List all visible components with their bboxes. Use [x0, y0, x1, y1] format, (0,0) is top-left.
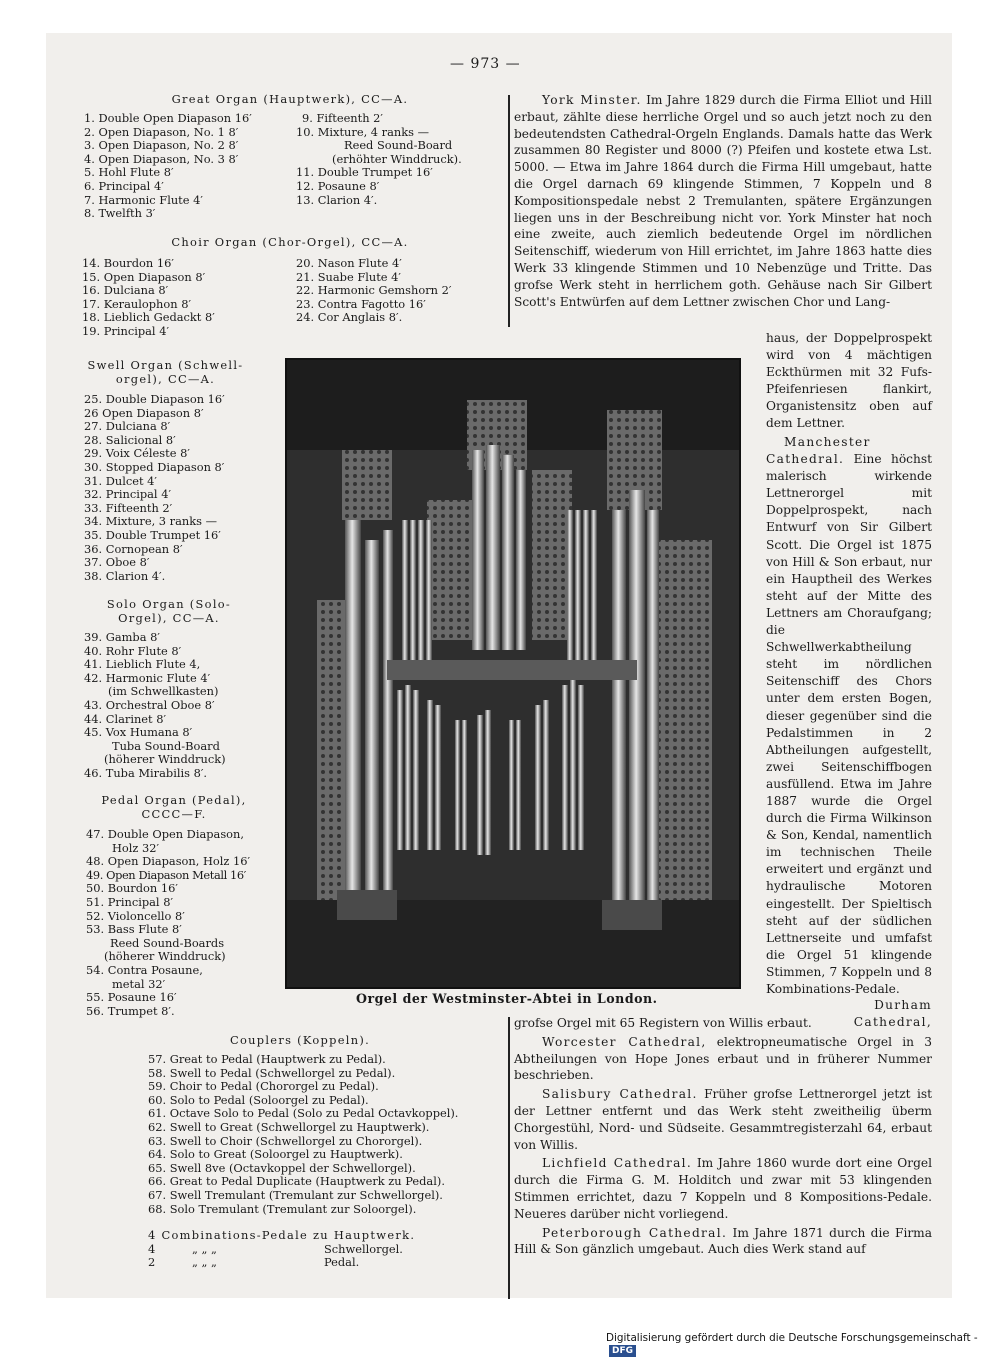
stop-note: Reed Sound-Boards: [110, 935, 225, 950]
stop-item: 10. Mixture, 4 ranks —: [296, 124, 430, 139]
footer-text: Digitalisierung gefördert durch die Deutsche Forschungsgemeinschaft -: [606, 1332, 978, 1344]
coupler-item: 65. Swell 8ve (Octavkoppel der Schwellorgel).: [148, 1160, 416, 1175]
organ-photo: [285, 358, 741, 989]
coupler-item: 67. Swell Tremulant (Tremulant zur Schwellorgel).: [148, 1187, 443, 1202]
choir-organ-col2: [296, 257, 451, 325]
ditto-marks: „ „ „: [192, 1241, 217, 1256]
stop-item: 26 Open Diapason 8′: [84, 405, 204, 420]
pedal-organ-list: [86, 828, 250, 1018]
coupler-item: 58. Swell to Pedal (Schwellorgel zu Pedal).: [148, 1065, 396, 1080]
combinations-block: [148, 1229, 415, 1270]
stop-item: 43. Orchestral Oboe 8′: [84, 697, 215, 712]
stop-item: 31. Dulcet 4′: [84, 473, 157, 488]
combo-target: Pedal.: [324, 1255, 360, 1270]
stop-item: 15. Open Diapason 8′: [82, 269, 206, 284]
stop-item: 22. Harmonic Gemshorn 2′: [296, 283, 452, 298]
column-rule-bottom: [508, 1017, 510, 1299]
coupler-item: 63. Swell to Choir (Schwellorgel zu Chororgel).: [148, 1133, 423, 1148]
stop-item: 44. Clarinet 8′: [84, 711, 167, 726]
stop-item: 1. Double Open Diapason 16′: [84, 111, 252, 125]
stop-item: 46. Tuba Mirabilis 8′.: [84, 765, 208, 780]
stop-item: 41. Lieblich Flute 4,: [84, 657, 201, 672]
stop-note: Reed Sound-Board: [344, 138, 453, 153]
stop-item: 2. Open Diapason, No. 1 8′: [84, 124, 239, 139]
organ-illustration-icon: [287, 360, 739, 987]
coupler-item: 64. Solo to Great (Soloorgel zu Hauptwerk).: [148, 1147, 403, 1162]
stop-item: 14. Bourdon 16′: [82, 256, 174, 270]
salisbury-text: Früher grofse Lettnerorgel jetzt ist der Lettner entfernt und das Werk steht zweitheilig überm Chorgestühl, Nord- und Südseite. Gesammtregisterzahl 64, erbaut von Willis.: [514, 1087, 933, 1152]
stop-item: 53. Bass Flute 8′: [86, 922, 182, 937]
stop-item: 38. Clarion 4′.: [84, 568, 166, 583]
stop-item: 35. Double Trumpet 16′: [84, 527, 221, 542]
lichfield-text: Im Jahre 1860 wurde dort eine Orgel durch die Firma G. M. Holditch und zwar mit 53 klingenden Stimmen errichtet, dazu 7 Koppeln und 8 Kompositions-Pedale. Neueres darüber nicht vorliegend.: [514, 1156, 932, 1221]
stop-item: 47. Double Open Diapason,: [86, 827, 244, 841]
york-continuation: [766, 330, 932, 433]
heading-line: Orgel), CC—A.: [118, 610, 220, 625]
stop-item: 27. Dulciana 8′: [84, 419, 171, 434]
stop-item: 13. Clarion 4′.: [296, 192, 378, 207]
stop-item: 4. Open Diapason, No. 3 8′: [84, 151, 239, 166]
stop-item: 5. Hohl Flute 8′: [84, 165, 174, 180]
stop-item: 55. Posaune 16′: [86, 990, 177, 1005]
figure-caption: Orgel der Westminster-Abtei in London.: [356, 991, 658, 1006]
salisbury-title: Salisbury Cathedral.: [542, 1087, 698, 1102]
coupler-item: 66. Great to Pedal Duplicate (Hauptwerk zu Pedal).: [148, 1174, 445, 1189]
heading-line: Solo Organ (Solo-: [106, 597, 232, 611]
coupler-item: 68. Solo Tremulant (Tremulant zur Soloorgel).: [148, 1201, 417, 1216]
coupler-item: 60. Solo to Pedal (Soloorgel zu Pedal).: [148, 1092, 369, 1107]
column-rule-top: [508, 95, 510, 327]
york-minster-section: [514, 92, 932, 310]
stop-item: 28. Salicional 8′: [84, 432, 176, 447]
stop-item: 16. Dulciana 8′: [82, 283, 169, 298]
stop-item: 3. Open Diapason, No. 2 8′: [84, 138, 239, 153]
combo-target: Schwellorgel.: [324, 1241, 403, 1256]
stop-item: 8. Twelfth 3′: [84, 206, 156, 221]
stop-note: (höherer Winddruck): [104, 949, 226, 964]
stop-item: 9. Fifteenth 2′: [302, 111, 384, 125]
worcester-title: Worcester Cathedral,: [542, 1034, 707, 1049]
stop-note: metal 32′: [112, 976, 166, 991]
stop-item: 12. Posaune 8′: [296, 178, 380, 193]
stop-item: 21. Suabe Flute 4′: [296, 269, 401, 284]
york-cont-text: haus, der Doppelprospekt wird von 4 mächtigen Eckthürmen mit 32 Fufs-Pfeifenriesen flankirt, Organistensitz oben auf dem Lettner.: [766, 331, 932, 431]
stop-item: 50. Bourdon 16′: [86, 881, 178, 896]
swell-organ-heading: [78, 359, 253, 386]
stop-note: Holz 32′: [112, 840, 160, 855]
stop-item: 40. Rohr Flute 8′: [84, 643, 182, 658]
peterborough-text: Im Jahre 1871 durch die Firma Hill & Son gänzlich umgebaut. Auch dies Werk stand auf: [514, 1225, 932, 1257]
stop-item: 20. Nason Flute 4′: [296, 256, 402, 270]
ditto-marks: „ „ „: [192, 1255, 217, 1270]
stop-note: (erhöhter Winddruck).: [332, 151, 462, 166]
swell-organ-list: [84, 393, 225, 583]
manchester-text: Eine höchst malerisch wirkende Lettnerorgel mit Doppelprospekt, nach Entwurf von Sir Gilbert Scott. Die Orgel ist 1875 von Hill & Son erbaut, nur ein Hauptheil des Werkes steht auf der Mitte des Lettners am Choraufgang; die Schwellwerkabtheilung steht im nördlichen Seitenschiff des Chors unter dem ersten Bogen, dieser gegenüber sind die Pedalstimmen in 2 Abtheilungen aufgestellt, zwei Seitenschiffbogen ausfüllend. Etwa im Jahre 1887 wurde die Orgel durch die Firma Wilkinson & Son, Kendal, namentlich im technischen Theile erweitert und ergänzt und hydraulische Motoren eingestellt. Der Spieltisch steht auf der südlichen Lettnerseite und umfafst die Orgel 51 klingende Stimmen, 7 Koppeln und 8 Kombinations-Pedale.: [766, 452, 932, 996]
stop-item: 49. Open Diapason Metall 16′: [86, 867, 246, 882]
durham-title-text: Durham Cathedral,: [853, 998, 932, 1029]
stop-item: 45. Vox Humana 8′: [84, 725, 193, 740]
combinations-line: [148, 1256, 415, 1270]
manchester-title: Manchester Cathedral.: [766, 435, 871, 467]
stop-item: 42. Harmonic Flute 4′: [84, 670, 211, 685]
stop-note: (im Schwellkasten): [108, 684, 219, 699]
coupler-item: 59. Choir to Pedal (Chororgel zu Pedal).: [148, 1079, 379, 1094]
stop-item: 56. Trumpet 8′.: [86, 1003, 175, 1018]
coupler-item: 62. Swell to Great (Schwellorgel zu Hauptwerk).: [148, 1119, 430, 1134]
stop-item: 19. Principal 4′: [82, 323, 170, 338]
choir-organ-heading: Choir Organ (Chor-Orgel), CC—A.: [171, 235, 409, 249]
stop-item: 54. Contra Posaune,: [86, 962, 203, 977]
dfg-logo-icon: DFG: [609, 1345, 636, 1357]
stop-item: 33. Fifteenth 2′: [84, 500, 173, 515]
lichfield-title: Lichfield Cathedral.: [542, 1156, 693, 1171]
great-organ-col1: [84, 112, 252, 221]
stop-item: 11. Double Trumpet 16′: [296, 165, 433, 180]
heading-line: Swell Organ (Schwell-: [87, 358, 244, 372]
dfg-footer: [606, 1332, 1000, 1357]
heading-line: CCCC—F.: [141, 806, 207, 821]
manchester-section: [766, 434, 932, 998]
stop-item: 51. Principal 8′: [86, 894, 174, 909]
stop-item: 24. Cor Anglais 8′.: [296, 310, 403, 325]
stop-item: 6. Principal 4′: [84, 178, 164, 193]
stop-item: 37. Oboe 8′: [84, 555, 150, 570]
stop-note: (höherer Winddruck): [104, 752, 226, 767]
stop-item: 39. Gamba 8′: [84, 630, 160, 644]
heading-line: orgel), CC—A.: [115, 371, 216, 386]
heading-line: Pedal Organ (Pedal),: [101, 793, 247, 807]
durham-text: grofse Orgel mit 65 Registern von Willis erbaut.: [514, 1016, 812, 1030]
stop-item: 29. Voix Céleste 8′: [84, 446, 190, 461]
stop-note: Tuba Sound-Board: [112, 738, 220, 753]
worcester-text: elektropneumatische Orgel in 3 Abtheilungen von Hope Jones erbaut und in früherer Nummer beschrieben.: [514, 1034, 932, 1083]
coupler-item: 57. Great to Pedal (Hauptwerk zu Pedal).: [148, 1052, 386, 1066]
great-organ-heading: Great Organ (Hauptwerk), CC—A.: [171, 92, 409, 106]
combo-count: 4: [148, 1241, 156, 1256]
stop-item: 30. Stopped Diapason 8′: [84, 459, 225, 474]
page-number: — 973 —: [450, 56, 521, 72]
solo-organ-heading: [84, 598, 254, 625]
combinations-line: [148, 1243, 415, 1257]
pedal-organ-heading: [84, 794, 264, 821]
stop-item: 52. Violoncello 8′: [86, 908, 185, 923]
stop-item: 36. Cornopean 8′: [84, 541, 183, 556]
solo-organ-list: [84, 631, 226, 781]
stop-item: 32. Principal 4′: [84, 487, 172, 502]
york-title: York Minster.: [542, 93, 642, 107]
stop-item: 48. Open Diapason, Holz 16′: [86, 854, 251, 869]
stop-item: 25. Double Diapason 16′: [84, 392, 225, 406]
couplers-heading: Couplers (Koppeln).: [229, 1033, 371, 1047]
stop-item: 23. Contra Fagotto 16′: [296, 296, 426, 311]
combo-count: 2: [148, 1255, 156, 1270]
stop-item: 7. Harmonic Flute 4′: [84, 192, 203, 207]
choir-organ-col1: [82, 257, 215, 339]
stop-item: 17. Keraulophon 8′: [82, 296, 192, 311]
combinations-line: 4 Combinations-Pedale zu Hauptwerk.: [148, 1228, 416, 1242]
stop-item: 34. Mixture, 3 ranks —: [84, 514, 218, 529]
peterborough-title: Peterborough Cathedral.: [542, 1225, 728, 1240]
couplers-list: [148, 1053, 458, 1216]
durham-section: [514, 1015, 932, 1258]
stop-item: 18. Lieblich Gedackt 8′: [82, 310, 215, 325]
great-organ-col2: [296, 112, 462, 207]
coupler-item: 61. Octave Solo to Pedal (Solo zu Pedal Octavkoppel).: [148, 1106, 459, 1121]
york-text: Im Jahre 1829 durch die Firma Elliot und Hill erbaut, zählte diese herrliche Orgel und so auch jetzt noch zu den bedeutendsten Cathedral-Orgeln Englands. Damals hatte das Werk zusammen 80 Register und 8000 (?) Pfeifen und kostete etwa Lst. 5000. — Etwa im Jahre 1864 durch die Firma Hill umgebaut, hatte die Orgel darnach 69 klingende Stimmen, 7 Koppeln und 8 Kompositionspedale nebst 2 Tremulanten, spätere Ergänzungen liegen uns in der Beschreibung nicht vor. York Minster hat noch eine zweite, auch ziemlich bedeutende Orgel im nördlichen Seitenschiff, wiederum von Hill errichtet, im Jahre 1863 hatte dies Werk 33 klingende Stimmen und 10 Nebenzüge und Tritte. Das grofse Werk steht in herrlichem goth. Gehäuse nach Sir Gilbert Scott's Entwürfen auf dem Lettner zwischen Chor und Lang-: [514, 93, 933, 309]
